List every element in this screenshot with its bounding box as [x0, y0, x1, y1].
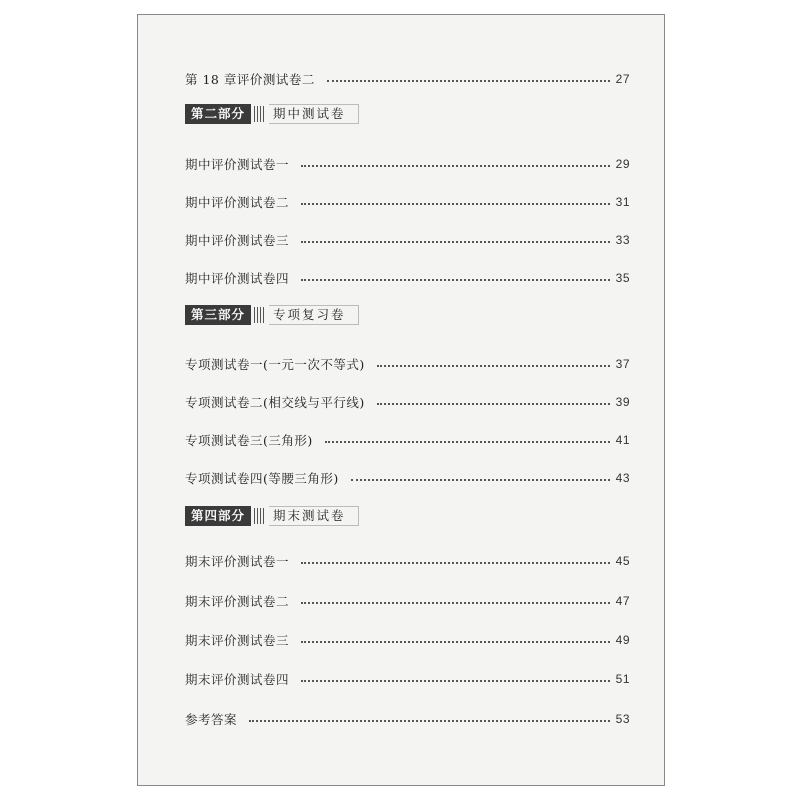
- dot-leader: [301, 562, 610, 564]
- section-divider-bars: [254, 106, 266, 122]
- dot-leader: [301, 279, 610, 281]
- toc-entry-page: 41: [615, 433, 630, 447]
- toc-entry: [185, 430, 630, 450]
- toc-entry-page: 49: [615, 633, 630, 647]
- section-name: 期中测试卷: [269, 104, 359, 124]
- dot-leader: [301, 241, 610, 243]
- section-divider-bars: [254, 307, 266, 323]
- toc-entry-title: 期中评价测试卷三: [185, 233, 290, 248]
- toc-entry: [185, 192, 630, 212]
- toc-entry-title: 期中评价测试卷二: [185, 195, 290, 210]
- toc-entry-page: 29: [615, 157, 630, 171]
- dot-leader: [301, 165, 610, 167]
- toc-entry-title: 期中评价测试卷一: [185, 157, 290, 172]
- section-header-part3: [185, 305, 359, 325]
- toc-page: [137, 14, 665, 786]
- toc-entry-title: 专项测试卷一(一元一次不等式): [185, 357, 365, 372]
- dot-leader: [301, 680, 610, 682]
- toc-entry-page: 47: [615, 594, 630, 608]
- toc-entry-page: 35: [615, 271, 630, 285]
- toc-entry-page: 39: [615, 395, 630, 409]
- section-tag: 第四部分: [185, 506, 251, 526]
- toc-entry-title: 期末评价测试卷三: [185, 633, 290, 648]
- toc-entry-page: 51: [615, 672, 630, 686]
- toc-entry-page: 27: [615, 72, 630, 86]
- toc-entry-title: 专项测试卷三(三角形): [185, 433, 313, 448]
- toc-entry-title: 期末评价测试卷四: [185, 672, 290, 687]
- dot-leader: [377, 403, 610, 405]
- toc-entry: [185, 551, 630, 571]
- toc-entry-page: 33: [615, 233, 630, 247]
- section-name: 专项复习卷: [269, 305, 359, 325]
- section-tag: 第二部分: [185, 104, 251, 124]
- section-header-part2: [185, 104, 359, 124]
- toc-entry-page: 53: [615, 712, 630, 726]
- dot-leader: [301, 203, 610, 205]
- toc-entry: [185, 354, 630, 374]
- toc-entry-page: 45: [615, 554, 630, 568]
- toc-entry: [185, 630, 630, 650]
- toc-entry-title: 期末评价测试卷一: [185, 554, 290, 569]
- dot-leader: [301, 602, 610, 604]
- toc-entry-title: 期中评价测试卷四: [185, 271, 290, 286]
- toc-entry: [185, 230, 630, 250]
- toc-entry-title: 期末评价测试卷二: [185, 594, 290, 609]
- toc-entry-page: 31: [615, 195, 630, 209]
- dot-leader: [301, 641, 610, 643]
- dot-leader: [325, 441, 610, 443]
- section-divider-bars: [254, 508, 266, 524]
- toc-entry-chapter18-test2: [185, 69, 630, 89]
- toc-entry: [185, 154, 630, 174]
- section-name: 期末测试卷: [269, 506, 359, 526]
- toc-entry-title: 专项测试卷二(相交线与平行线): [185, 395, 365, 410]
- dot-leader: [249, 720, 610, 722]
- toc-entry-page: 37: [615, 357, 630, 371]
- toc-entry-title: 参考答案: [185, 712, 238, 727]
- section-header-part4: [185, 506, 359, 526]
- toc-entry: [185, 268, 630, 288]
- toc-entry: [185, 591, 630, 611]
- toc-entry-answers: [185, 709, 630, 729]
- toc-entry-title: 第 18 章评价测试卷二: [185, 72, 315, 87]
- dot-leader: [351, 479, 610, 481]
- toc-entry: [185, 392, 630, 412]
- toc-entry: [185, 669, 630, 689]
- dot-leader: [377, 365, 610, 367]
- toc-entry-title: 专项测试卷四(等腰三角形): [185, 471, 339, 486]
- toc-entry: [185, 468, 630, 488]
- section-tag: 第三部分: [185, 305, 251, 325]
- toc-entry-page: 43: [615, 471, 630, 485]
- dot-leader: [327, 80, 610, 82]
